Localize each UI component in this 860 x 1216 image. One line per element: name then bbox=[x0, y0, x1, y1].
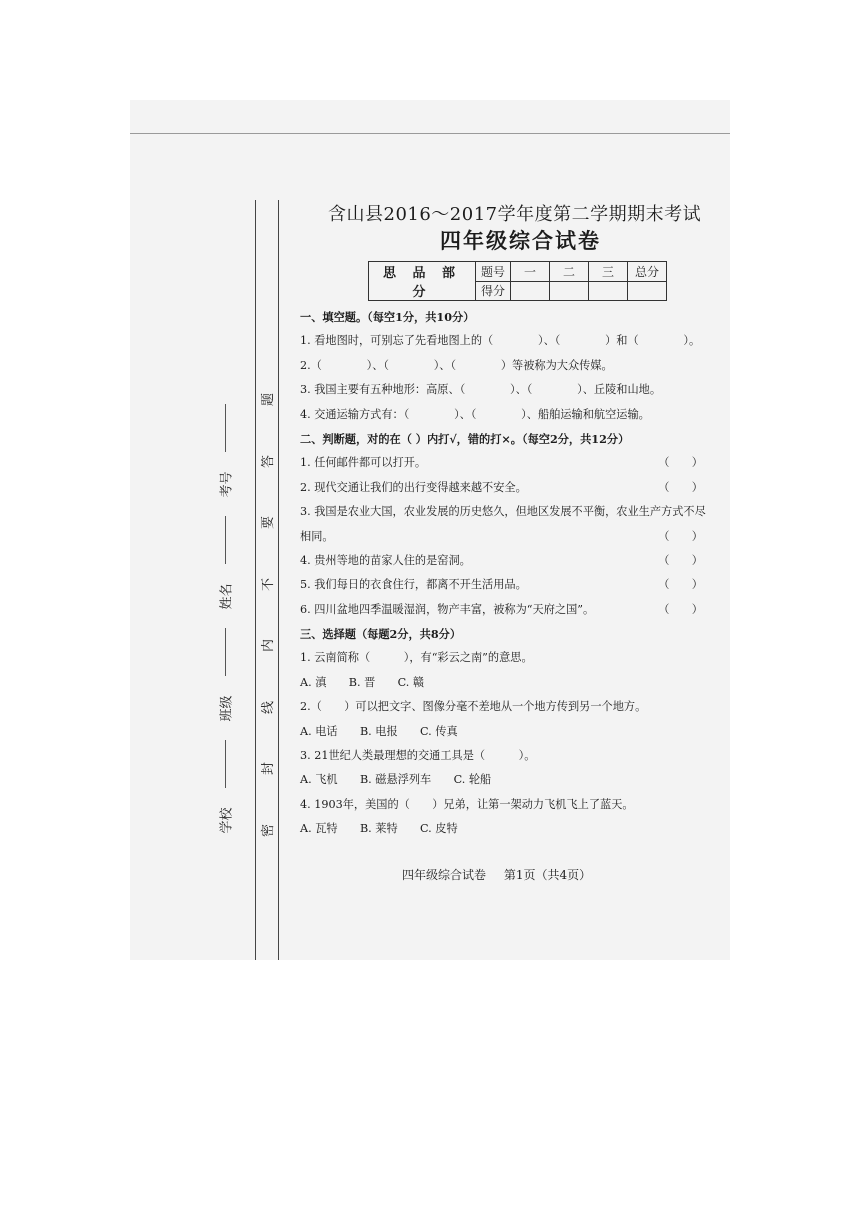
name-label: 姓名 bbox=[219, 583, 235, 610]
scanned-page bbox=[130, 100, 730, 960]
question-text: 相同。 bbox=[300, 529, 334, 543]
name-blank bbox=[225, 516, 226, 564]
question-line bbox=[300, 549, 725, 573]
seal-char: 不 bbox=[260, 577, 276, 591]
question-text: A. 滇 B. 晋 C. 赣 bbox=[300, 675, 425, 689]
score-table bbox=[368, 261, 667, 301]
question-text: 一、填空题。（每空1分，共10分） bbox=[300, 310, 475, 324]
question-text: 3. 我国主要有五种地形：高原、（ ）、（ ）、丘陵和山地。 bbox=[300, 383, 662, 397]
section-heading bbox=[300, 305, 725, 329]
question-line bbox=[300, 378, 725, 402]
answer-parentheses: （ ） bbox=[658, 456, 703, 470]
exam-title: 含山县2016～2017学年度第二学期期末考试 bbox=[328, 204, 702, 225]
question-text: 1. 云南简称（ ），有“彩云之南”的意思。 bbox=[300, 651, 533, 665]
seal-char: 要 bbox=[260, 516, 276, 530]
question-line bbox=[300, 598, 725, 622]
total-header: 总分 bbox=[628, 262, 667, 282]
class-blank bbox=[225, 628, 226, 676]
school-blank bbox=[225, 740, 226, 788]
question-line bbox=[300, 476, 725, 500]
question-text: 3. 21世纪人类最理想的交通工具是（ ）。 bbox=[300, 749, 536, 763]
question-text: 4. 交通运输方式有：（ ）、（ ）、船舶运输和航空运输。 bbox=[300, 407, 650, 421]
score-cell bbox=[511, 281, 550, 301]
section-heading bbox=[300, 622, 725, 646]
page-footer: 四年级综合试卷 第1页（共4页） bbox=[402, 868, 592, 882]
question-text: 2.（ ）可以把文字、图像分毫不差地从一个地方传到另一个地方。 bbox=[300, 700, 647, 714]
question-text: 2. 现代交通让我们的出行变得越来越不安全。 bbox=[300, 480, 527, 494]
column-1-header: 一 bbox=[511, 262, 550, 282]
score-cell bbox=[589, 281, 628, 301]
seal-char: 答 bbox=[260, 454, 276, 468]
page-edge-line bbox=[130, 133, 730, 134]
question-line bbox=[300, 768, 725, 792]
question-line bbox=[300, 403, 725, 427]
class-label: 班级 bbox=[219, 695, 235, 722]
seal-char: 题 bbox=[260, 392, 276, 407]
question-text: 4. 1903年，美国的（ ）兄弟，让第一架动力飞机飞上了蓝天。 bbox=[300, 797, 634, 811]
question-line bbox=[300, 525, 725, 549]
question-text: A. 电话 B. 电报 C. 传真 bbox=[300, 724, 458, 738]
question-line bbox=[300, 646, 725, 670]
question-text: 3. 我国是农业大国，农业发展的历史悠久，但地区发展不平衡，农业生产方式不尽 bbox=[300, 505, 706, 519]
answer-parentheses: （ ） bbox=[658, 602, 703, 616]
school-label: 学校 bbox=[219, 807, 235, 834]
seal-char: 封 bbox=[260, 762, 276, 776]
question-text: 三、选择题（每题2分，共8分） bbox=[300, 627, 462, 642]
exam-subtitle: 四年级综合试卷 bbox=[440, 228, 601, 253]
score-label: 得分 bbox=[476, 281, 511, 301]
answer-parentheses: （ ） bbox=[658, 578, 703, 592]
binding-line-outer bbox=[278, 200, 279, 960]
question-line bbox=[300, 695, 725, 719]
question-line bbox=[300, 500, 725, 524]
seal-char: 内 bbox=[260, 639, 276, 653]
seal-line-notice bbox=[255, 390, 278, 840]
answer-parentheses: （ ） bbox=[658, 553, 703, 567]
question-line bbox=[300, 329, 725, 353]
question-text: A. 瓦特 B. 莱特 C. 皮特 bbox=[300, 822, 458, 836]
question-line bbox=[300, 817, 725, 841]
question-line bbox=[300, 573, 725, 597]
question-text: 5. 我们每日的衣食住行，都离不开生活用品。 bbox=[300, 578, 527, 592]
student-info-margin bbox=[212, 400, 238, 834]
question-text: 1. 任何邮件都可以打开。 bbox=[300, 456, 427, 470]
answer-parentheses: （ ） bbox=[658, 529, 703, 543]
question-text: 6. 四川盆地四季温暖湿润，物产丰富，被称为“天府之国”。 bbox=[300, 602, 595, 616]
exam-number-label: 考号 bbox=[219, 471, 235, 498]
question-line bbox=[300, 354, 725, 378]
score-cell bbox=[550, 281, 589, 301]
answer-parentheses: （ ） bbox=[658, 480, 703, 494]
question-text: A. 飞机 B. 磁悬浮列车 C. 轮船 bbox=[300, 773, 492, 787]
question-text: 4. 贵州等地的苗家人住的是窑洞。 bbox=[300, 553, 471, 567]
question-line bbox=[300, 793, 725, 817]
question-line bbox=[300, 671, 725, 695]
column-2-header: 二 bbox=[550, 262, 589, 282]
question-line bbox=[300, 720, 725, 744]
question-line bbox=[300, 451, 725, 475]
question-text: 二、判断题，对的在（ ）内打√，错的打×。（每空2分，共12分） bbox=[300, 431, 630, 446]
score-cell bbox=[628, 281, 667, 301]
seal-char: 线 bbox=[260, 700, 276, 714]
question-number-label: 题号 bbox=[476, 262, 511, 282]
seal-char: 密 bbox=[260, 823, 276, 837]
question-line bbox=[300, 744, 725, 768]
question-text: 2.（ ）、（ ）、（ ）等被称为大众传媒。 bbox=[300, 358, 613, 372]
column-3-header: 三 bbox=[589, 262, 628, 282]
section-heading bbox=[300, 427, 725, 451]
exam-number-blank bbox=[225, 404, 226, 452]
question-list bbox=[300, 305, 725, 842]
question-text: 1. 看地图时，可别忘了先看地图上的（ ）、（ ）和（ ）。 bbox=[300, 334, 701, 348]
section-name: 思 品 部 分 bbox=[369, 262, 476, 301]
